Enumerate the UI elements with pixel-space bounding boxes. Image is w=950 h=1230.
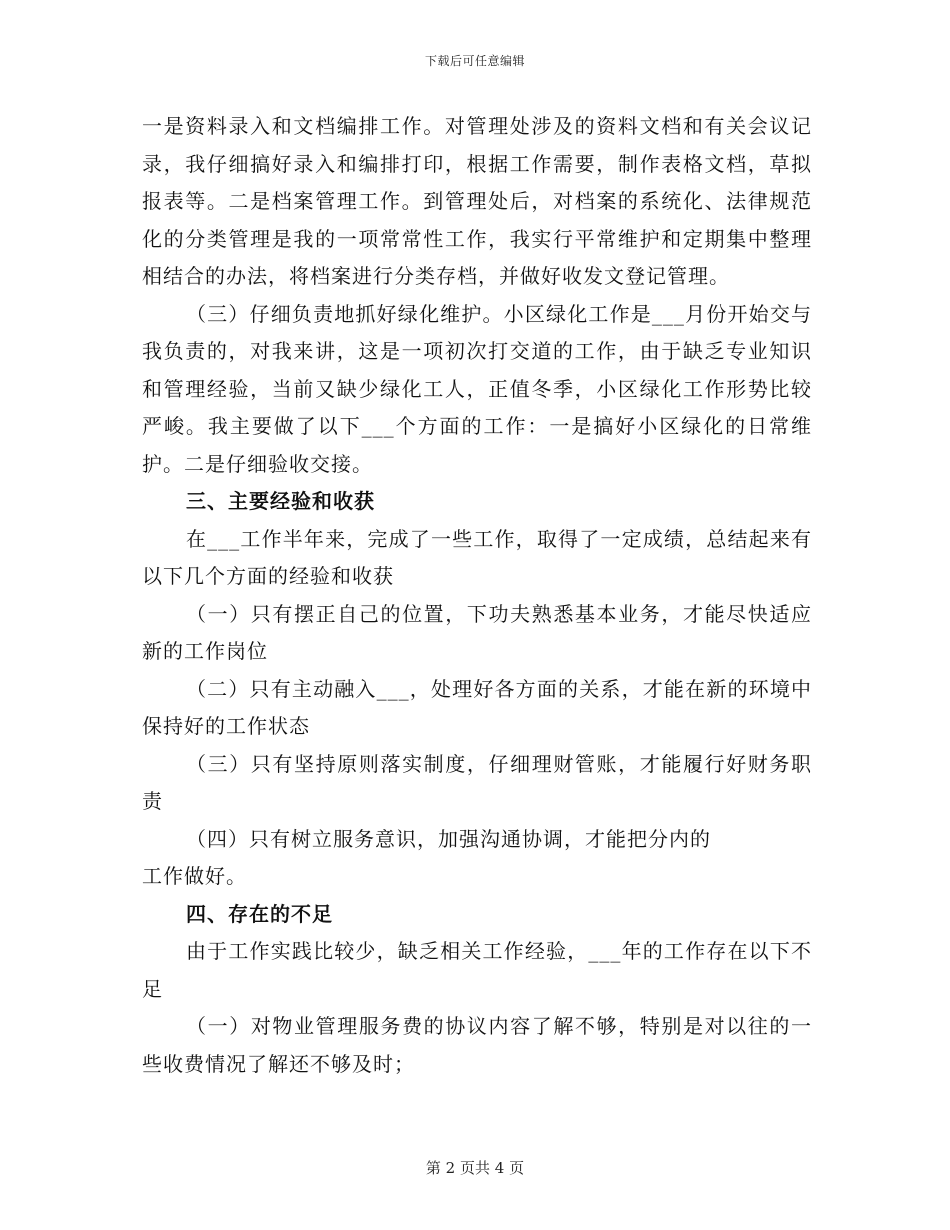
- page-footer: 第 2 页共 4 页: [425, 1159, 525, 1177]
- paragraph-archive-work: 一是资料录入和文档编排工作。对管理处涉及的资料文档和有关会议记录，我仔细搞好录入和编排打印，根据工作需要，制作表格文档，草拟报表等。二是档案管理工作。到管理处后，对档案的系统化、法律规范化的分类管理是我的一项常常性工作，我实行平常维护和定期集中整理相结合的办法，将档案进行分类存档，并做好收发文登记管理。: [142, 114, 812, 288]
- paragraph-shortcoming-1: （一）对物业管理服务费的协议内容了解不够，特别是对以往的一些收费情况了解还不够及时；: [142, 1014, 812, 1076]
- paragraph-experience-3: （三）只有坚持原则落实制度，仔细理财管账，才能履行好财务职责: [142, 751, 812, 813]
- page-header: 下载后可任意编辑: [424, 54, 525, 68]
- paragraph-experience-intro: 在___工作半年来，完成了一些工作，取得了一定成绩，总结起来有以下几个方面的经验和收获: [142, 526, 812, 588]
- paragraph-shortcomings-intro: 由于工作实践比较少，缺乏相关工作经验，___年的工作存在以下不足: [142, 939, 812, 1001]
- paragraph-experience-4: （四）只有树立服务意识，加强沟通协调，才能把分内的: [186, 826, 711, 851]
- paragraph-experience-2: （二）只有主动融入___，处理好各方面的关系，才能在新的环境中保持好的工作状态: [142, 676, 812, 738]
- section-heading-experience: 三、主要经验和收获: [186, 489, 375, 513]
- document-body: [142, 108, 812, 1083]
- section-heading-shortcomings: 四、存在的不足: [186, 901, 333, 926]
- paragraph-experience-1: （一）只有摆正自己的位置，下功夫熟悉基本业务，才能尽快适应新的工作岗位: [142, 601, 812, 663]
- paragraph-experience-4-cont: 工作做好。: [142, 864, 247, 888]
- paragraph-greening: （三）仔细负责地抓好绿化维护。小区绿化工作是___月份开始交与我负责的，对我来讲，这是一项初次打交道的工作，由于缺乏专业知识和管理经验，当前又缺少绿化工人，正值冬季，小区绿化工作形势比较严峻。我主要做了以下___个方面的工作：一是搞好小区绿化的日常维护。二是仔细验收交接。: [142, 301, 812, 476]
